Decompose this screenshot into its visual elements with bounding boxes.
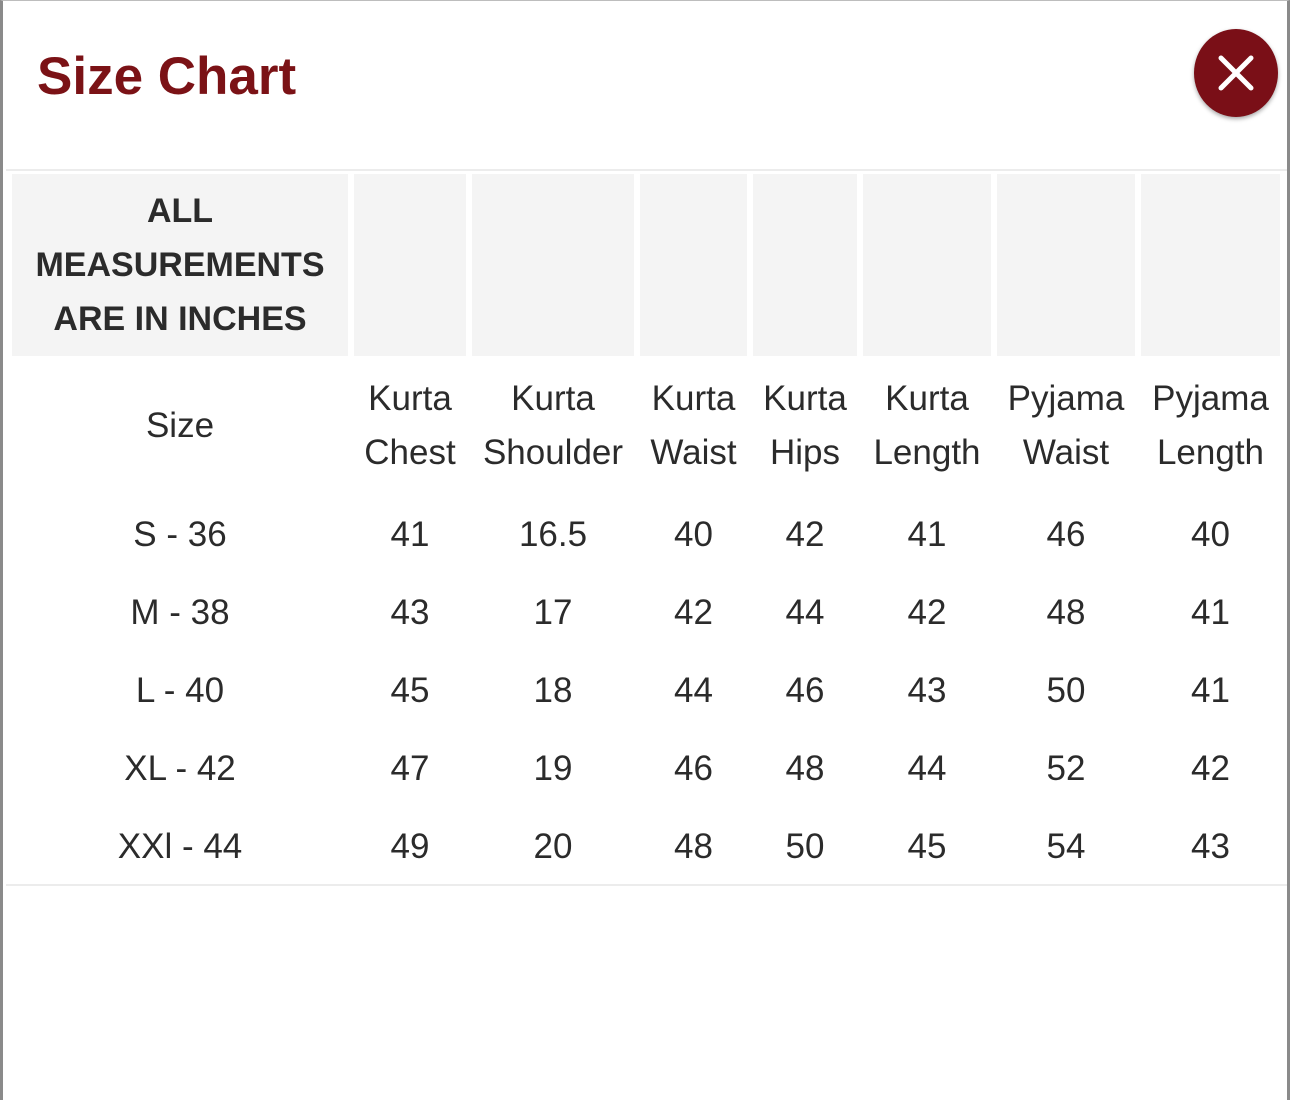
table-cell: 48 [785,749,825,788]
table-cell: 44 [907,749,947,788]
table-cell: 43 [390,593,430,632]
table-cell: 42 [1191,749,1230,788]
column-header-pyjama-length: Pyjama Length [1152,379,1269,472]
modal-header [6,1,1287,171]
table-cell: 42 [785,515,825,554]
table-cell: 52 [1046,749,1086,788]
table-cell: 48 [674,827,713,866]
table-cell: 16.5 [518,515,588,554]
size-cell: L - 40 [135,671,225,710]
table-cell: 40 [674,515,713,554]
column-header-size: Size [145,406,215,445]
table-row [12,574,1280,652]
table-cell: 20 [533,827,573,866]
column-header-pyjama-waist: Pyjama Waist [1007,379,1125,472]
header-spacer-cell [640,174,747,356]
column-header-kurta-chest: Kurta Chest [364,379,456,472]
header-spacer-cell [354,174,466,356]
table-cell: 45 [907,827,947,866]
table-row [12,730,1280,808]
column-header-kurta-length: Kurta Length [873,379,981,472]
table-cell: 47 [390,749,430,788]
table-cell: 41 [390,515,430,554]
table-cell: 41 [907,515,947,554]
size-cell: M - 38 [130,593,230,632]
table-cell: 19 [533,749,573,788]
size-cell: XL - 42 [124,749,236,788]
table-cell: 48 [1046,593,1086,632]
table-row [12,652,1280,730]
table-cell: 41 [1191,671,1230,710]
header-spacer-cell [1141,174,1280,356]
column-header-row [12,356,1280,496]
table-cell: 18 [533,671,573,710]
header-spacer-cell [863,174,991,356]
table-cell: 46 [1046,515,1086,554]
table-cell: 43 [907,671,947,710]
table-cell: 50 [1046,671,1086,710]
header-spacer-cell [753,174,857,356]
modal-title: Size Chart [37,47,297,106]
table-cell: 42 [674,593,713,632]
column-header-kurta-waist: Kurta Waist [650,379,737,472]
table-row [12,496,1280,574]
table-cell: 42 [907,593,947,632]
table-cell: 44 [674,671,713,710]
table-bottom-divider [6,884,1287,886]
column-header-kurta-hips: Kurta Hips [763,379,847,472]
header-spacer-cell [997,174,1135,356]
table-cell: 54 [1046,827,1086,866]
table-cell: 40 [1191,515,1230,554]
table-cell: 46 [674,749,713,788]
measurement-note: ALL MEASUREMENTS ARE IN INCHES [12,174,348,356]
size-cell: S - 36 [133,515,227,554]
table-cell: 50 [785,827,825,866]
table-cell: 17 [533,593,573,632]
table-cell: 44 [785,593,825,632]
measurement-note-row [12,174,1280,356]
table-cell: 41 [1191,593,1230,632]
table-row [12,808,1280,886]
size-cell: XXl - 44 [117,827,243,866]
close-icon [1216,53,1256,93]
header-spacer-cell [472,174,634,356]
table-cell: 43 [1191,827,1230,866]
table-cell: 45 [390,671,430,710]
table-cell: 49 [390,827,430,866]
close-button[interactable] [1194,29,1278,117]
size-chart-table [6,174,1286,886]
column-header-kurta-shoulder: Kurta Shoulder [482,379,624,472]
table-cell: 46 [785,671,825,710]
